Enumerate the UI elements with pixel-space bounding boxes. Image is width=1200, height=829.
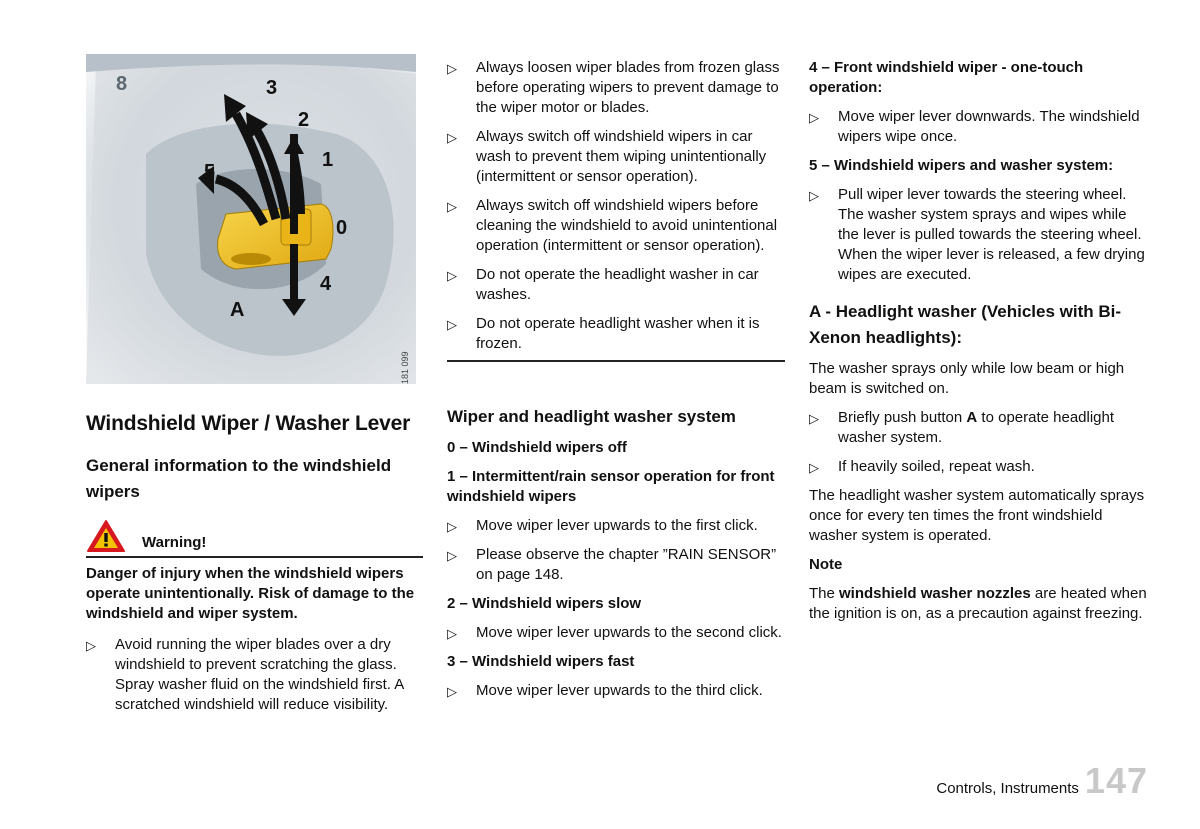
triangle-bullet-icon: ▷ (809, 411, 819, 426)
warning-bullets (86, 635, 423, 715)
triangle-bullet-icon: ▷ (447, 199, 457, 214)
wiper-lever-illustration (86, 54, 416, 384)
list-item: ▷ Move wiper lever upwards to the third click. (447, 681, 785, 701)
page-footer (936, 760, 1148, 802)
triangle-bullet-icon: ▷ (447, 548, 457, 563)
middle-column (447, 58, 785, 710)
warning-header (86, 519, 423, 558)
label-2: 2 (298, 109, 310, 131)
general-info-heading: General information to the windshield wipers (86, 456, 392, 501)
list-item: ▷ Always loosen wiper blades from frozen glass before operating wipers to prevent damage to the wiper motor or blades. (447, 59, 780, 116)
heading-wipers-slow: 2 – Windshield wipers slow (447, 595, 642, 612)
note-label: Note (809, 556, 843, 573)
heading-wipers-fast: 3 – Windshield wipers fast (447, 653, 635, 670)
triangle-bullet-icon: ▷ (447, 130, 457, 145)
label-A: A (230, 299, 245, 321)
wiper-lever-diagram (86, 54, 416, 384)
list-item: ▷ Always switch off windshield wipers in car wash to prevent them wiping unintentionally (intermittent or sensor operation). (447, 128, 767, 185)
list-item: ▷ Move wiper lever upwards to the first click. (447, 516, 785, 536)
triangle-bullet-icon: ▷ (809, 110, 819, 125)
triangle-bullet-icon: ▷ (447, 684, 457, 699)
triangle-bullet-icon: ▷ (447, 61, 457, 76)
label-1: 1 (322, 149, 334, 171)
warning-label: Warning! (142, 534, 207, 551)
triangle-bullet-icon: ▷ (447, 519, 457, 534)
warning-continuation (447, 58, 785, 362)
heading-one-touch: 4 – Front windshield wiper - one-touch operation: (809, 59, 1084, 96)
label-3: 3 (266, 77, 278, 99)
left-column (86, 54, 423, 724)
list-item: ▷ Always switch off windshield wipers before cleaning the windshield to avoid unintentional operation (intermittent or sensor operation). (447, 197, 778, 254)
list-item: ▷ Please observe the chapter ”RAIN SENSOR” on page 148. (447, 546, 777, 583)
warning-triangle-icon (86, 519, 126, 553)
list-item: ▷ Do not operate headlight washer when it is frozen. (447, 315, 760, 352)
label-8: 8 (116, 73, 128, 95)
page-title: Windshield Wiper / Washer Lever (86, 412, 411, 435)
list-item: ▷ If heavily soiled, repeat wash. (809, 457, 1149, 477)
triangle-bullet-icon: ▷ (447, 317, 457, 332)
list-item: ▷ Move wiper lever upwards to the second click. (447, 623, 785, 643)
headlight-washer-text: The washer sprays only while low beam or high beam is switched on. (809, 360, 1125, 397)
list-item: ▷ Pull wiper lever towards the steering wheel. The washer system sprays and wipes while the lever is pulled towards the steering wheel. When the wiper lever is released, a few drying wipes are executed. (809, 186, 1145, 283)
page-number: 147 (1084, 760, 1148, 801)
label-4: 4 (320, 273, 332, 295)
triangle-bullet-icon: ▷ (809, 460, 819, 475)
heading-wipers-off: 0 – Windshield wipers off (447, 439, 627, 456)
heading-washer-system: 5 – Windshield wipers and washer system: (809, 157, 1114, 174)
list-item: ▷ Do not operate the headlight washer in car washes. (447, 266, 759, 303)
wiper-system-heading: Wiper and headlight washer system (447, 407, 736, 426)
auto-spray-text: The headlight washer system automatically sprays once for every ten times the front windshield washer system is operated. (809, 487, 1145, 544)
list-item: ▷ Move wiper lever downwards. The windshield wipers wipe once. (809, 108, 1140, 145)
triangle-bullet-icon: ▷ (809, 188, 819, 203)
warning-text: Danger of injury when the windshield wipers operate unintentionally. Risk of damage to the windshield and wiper system. (86, 565, 415, 622)
label-0: 0 (336, 217, 348, 239)
list-item: ▷ Avoid running the wiper blades over a dry windshield to prevent scratching the glass. Spray washer fluid on the windshield first. A scratched windshield will reduce visibility. (86, 636, 404, 713)
heading-intermittent: 1 – Intermittent/rain sensor operation for front windshield wipers (447, 468, 775, 505)
note-text: The windshield washer nozzles are heated when the ignition is on, as a precaution against freezing. (809, 585, 1147, 622)
right-column (809, 58, 1149, 633)
heading-headlight-washer: A - Headlight washer (Vehicles with Bi-Xenon headlights): (809, 302, 1122, 347)
triangle-bullet-icon: ▷ (86, 638, 96, 653)
section-name: Controls, Instruments (936, 780, 1079, 797)
label-5: 5 (204, 161, 216, 183)
triangle-bullet-icon: ▷ (447, 268, 457, 283)
triangle-bullet-icon: ▷ (447, 626, 457, 641)
figure-code: 181 099 (400, 351, 410, 384)
list-item: ▷ Briefly push button A to operate headlight washer system. (809, 409, 1115, 446)
